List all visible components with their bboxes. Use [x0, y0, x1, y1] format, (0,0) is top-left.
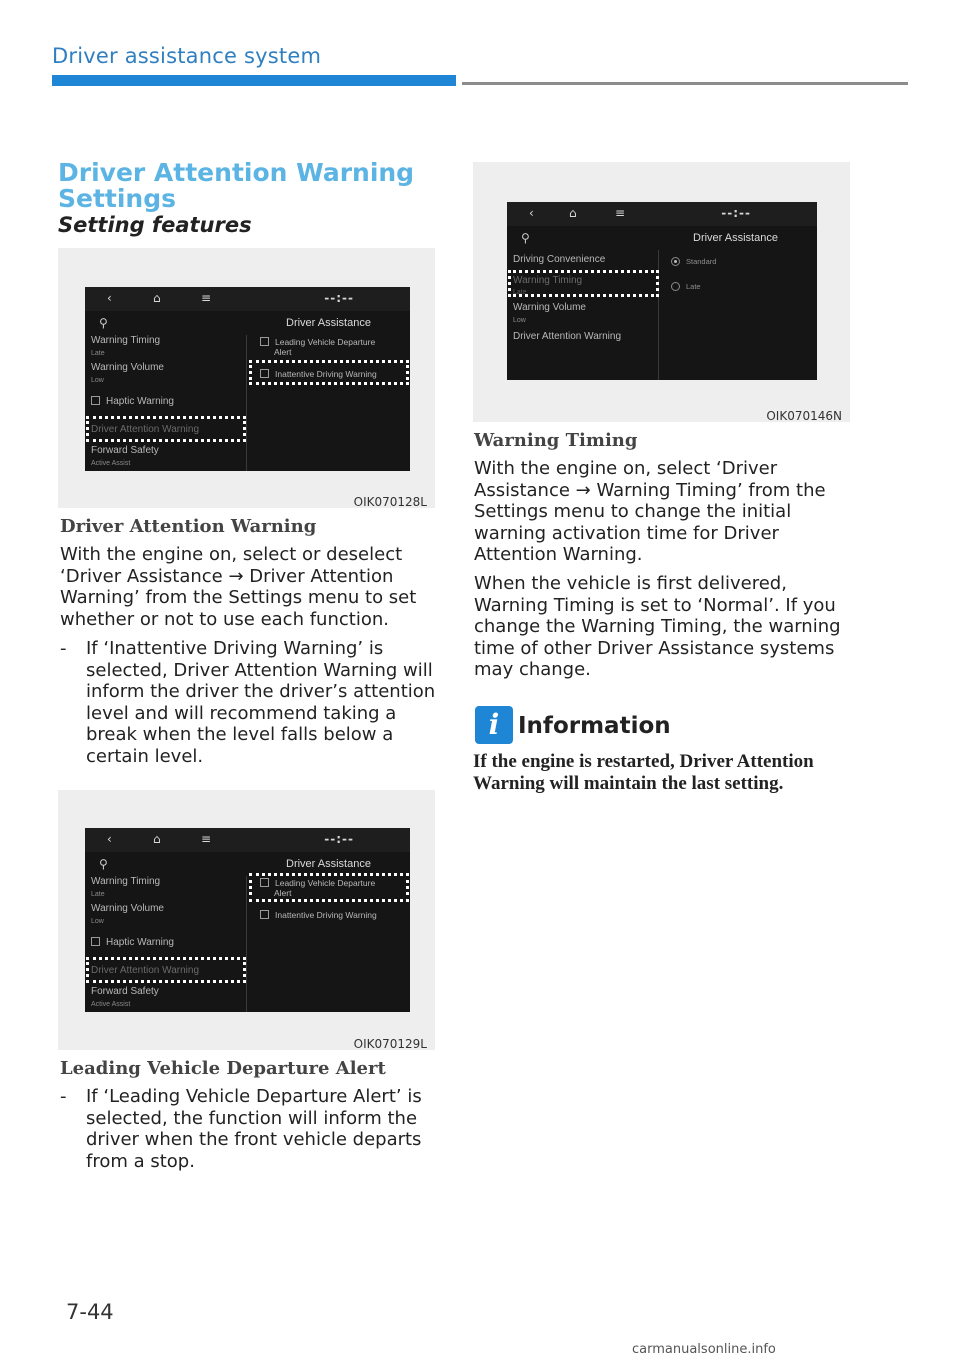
- search-icon: ⚲: [99, 857, 108, 871]
- menu-warning-volume: Warning Volume: [91, 362, 164, 373]
- body-driver-attention-warning: With the engine on, select or deselect ‘Driver Assistance → Driver Attention Warning’ from the Settings menu to set whether or not to use each function.: [60, 544, 417, 630]
- figure-2: [58, 790, 435, 1050]
- option-leading-vehicle-departure-line2: Alert: [274, 888, 292, 898]
- option-leading-vehicle-departure-line2: Alert: [274, 347, 292, 357]
- figure-1: [58, 248, 435, 508]
- highlight-inattentive-driving: [249, 360, 409, 385]
- clock: --:--: [324, 291, 354, 305]
- menu-forward-safety-value: Active Assist: [91, 1001, 131, 1008]
- menu-warning-volume-value: Low: [91, 377, 104, 384]
- home-icon: ⌂: [153, 832, 161, 846]
- body-warning-timing-1: With the engine on, select ‘Driver Assistance → Warning Timing’ from the Settings menu to change the initial warning activation time for Driver Attention Warning.: [474, 458, 826, 566]
- heading-leading-vehicle-departure: Leading Vehicle Departure Alert: [60, 1058, 386, 1079]
- menu-forward-safety: Forward Safety: [91, 445, 159, 456]
- checkbox-icon: [91, 396, 100, 405]
- running-header: Driver assistance system: [52, 44, 322, 68]
- option-inattentive-driving: Inattentive Driving Warning: [260, 911, 377, 920]
- page-number: 7-44: [66, 1300, 114, 1324]
- highlight-warning-timing: [508, 270, 659, 297]
- option-standard: Standard: [671, 257, 716, 267]
- radio-icon: [671, 282, 680, 291]
- section-subtitle: Setting features: [58, 213, 252, 237]
- figure-code: OIK070146N: [766, 409, 842, 423]
- menu-warning-timing: Warning Timing: [513, 275, 583, 286]
- home-icon: ⌂: [569, 206, 577, 220]
- back-icon: ‹: [529, 206, 534, 220]
- menu-forward-safety-value: Active Assist: [91, 460, 131, 467]
- screen-title: Driver Assistance: [286, 858, 371, 870]
- menu-haptic-warning: Haptic Warning: [91, 396, 174, 407]
- menu-icon: ≡: [201, 291, 212, 305]
- option-leading-vehicle-departure: Leading Vehicle Departure: [260, 879, 375, 888]
- radio-selected-icon: [671, 257, 680, 266]
- menu-driving-convenience: Driving Convenience: [513, 254, 606, 265]
- bullet-leading-vehicle-departure: - If ‘Leading Vehicle Departure Alert’ is selected, the function will inform the driver when the front vehicle departs from a stop.: [60, 1086, 422, 1172]
- bullet-inattentive-driving: - If ‘Inattentive Driving Warning’ is selected, Driver Attention Warning will inform the driver the driver’s attention level and will recommend taking a break when the level falls below a certain level.: [60, 638, 436, 767]
- highlight-leading-vehicle-departure: [249, 873, 409, 902]
- option-inattentive-driving: Inattentive Driving Warning: [260, 370, 377, 379]
- menu-driver-attention-warning: Driver Attention Warning: [91, 424, 200, 435]
- back-icon: ‹: [107, 832, 112, 846]
- screen-title: Driver Assistance: [286, 317, 371, 329]
- menu-warning-volume: Warning Volume: [513, 302, 586, 313]
- checkbox-icon: [91, 937, 100, 946]
- header-rule: [462, 82, 908, 85]
- menu-icon: ≡: [201, 832, 212, 846]
- menu-warning-timing-value: Late: [91, 350, 105, 357]
- screen-2: [85, 828, 410, 1012]
- heading-warning-timing: Warning Timing: [474, 430, 638, 451]
- screen-1: [85, 287, 410, 471]
- figure-code: OIK070129L: [353, 1037, 427, 1051]
- menu-warning-volume-value: Low: [513, 317, 526, 324]
- option-late: Late: [671, 282, 701, 292]
- back-icon: ‹: [107, 291, 112, 305]
- menu-warning-timing-value: Late: [513, 289, 527, 296]
- info-title: Information: [518, 713, 671, 739]
- header-accent-bar: [52, 75, 456, 86]
- search-icon: ⚲: [521, 231, 530, 245]
- screen-3: [507, 202, 817, 380]
- menu-icon: ≡: [615, 206, 626, 220]
- clock: --:--: [721, 206, 751, 220]
- checkbox-icon: [260, 910, 269, 919]
- home-icon: ⌂: [153, 291, 161, 305]
- menu-forward-safety: Forward Safety: [91, 986, 159, 997]
- section-title: Driver Attention Warning Settings: [58, 158, 415, 213]
- option-leading-vehicle-departure: Leading Vehicle Departure: [260, 338, 375, 347]
- screen-title: Driver Assistance: [693, 232, 778, 244]
- menu-driver-attention-warning: Driver Attention Warning: [91, 965, 200, 976]
- menu-warning-timing: Warning Timing: [91, 335, 161, 346]
- info-text: If the engine is restarted, Driver Attention Warning will maintain the last setting.: [473, 751, 814, 794]
- info-icon: i: [475, 706, 513, 744]
- checkbox-icon: [260, 337, 269, 346]
- menu-warning-volume: Warning Volume: [91, 903, 164, 914]
- menu-driver-attention-warning: Driver Attention Warning: [513, 331, 622, 342]
- watermark: carmanualsonline.info: [632, 1342, 776, 1357]
- highlight-driver-attention-warning: [86, 957, 246, 983]
- highlight-driver-attention-warning: [86, 416, 246, 442]
- menu-warning-timing-value: Late: [91, 891, 105, 898]
- figure-code: OIK070128L: [353, 495, 427, 509]
- clock: --:--: [324, 832, 354, 846]
- search-icon: ⚲: [99, 316, 108, 330]
- menu-haptic-warning: Haptic Warning: [91, 937, 174, 948]
- heading-driver-attention-warning: Driver Attention Warning: [60, 516, 317, 537]
- menu-warning-timing: Warning Timing: [91, 876, 161, 887]
- figure-3: [473, 162, 850, 422]
- body-warning-timing-2: When the vehicle is first delivered, Warning Timing is set to ‘Normal’. If you change the Warning Timing, the warning time of other Driver Assistance systems may change.: [474, 573, 841, 681]
- menu-warning-volume-value: Low: [91, 918, 104, 925]
